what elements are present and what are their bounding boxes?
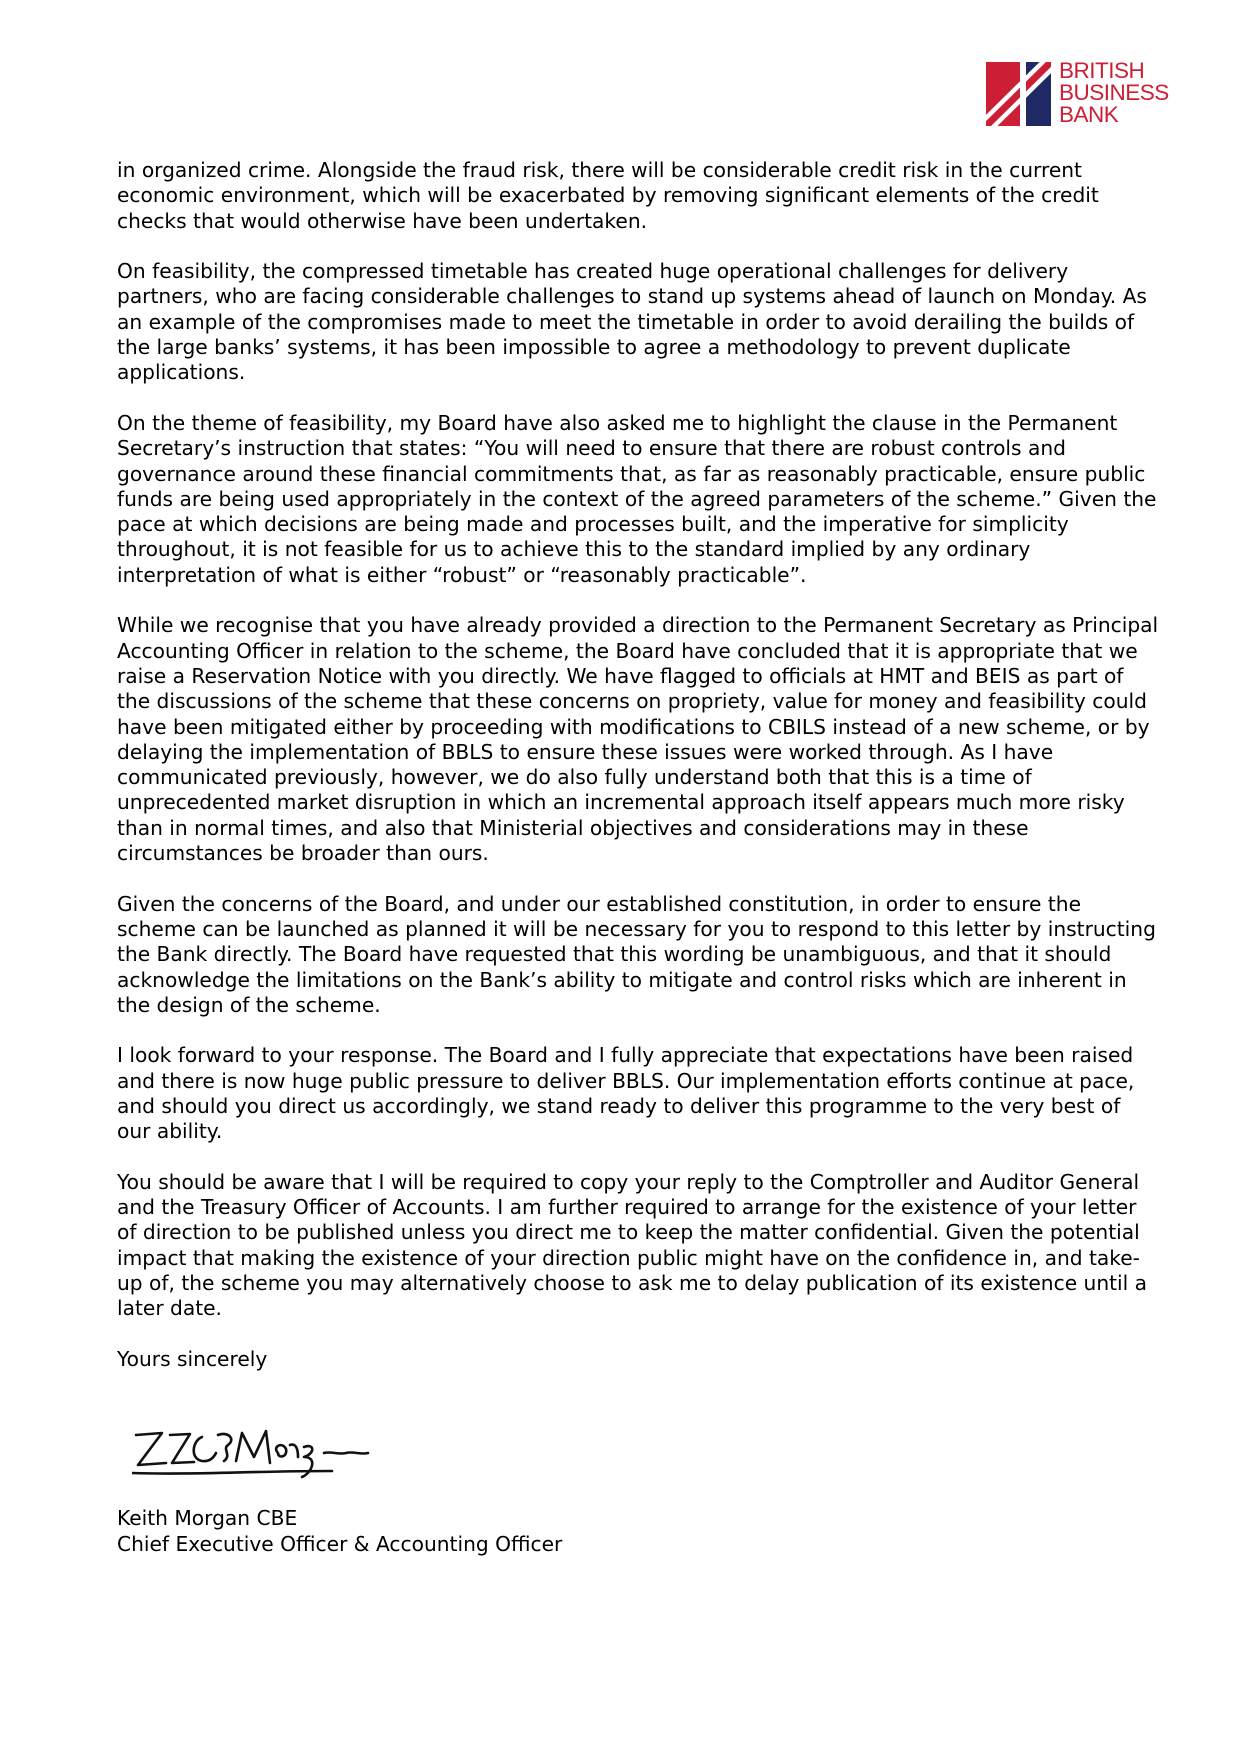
closing-salutation: Yours sincerely [117,1346,268,1371]
handwritten-signature [132,1413,402,1485]
paragraph-fraud-risk: in organized crime. Alongside the fraud risk, there will be considerable credit risk in the current economic environment, which will be exacerbated by removing significant elements of the credit checks that would otherwise have been undertaken. [117,158,1099,233]
signer-name: Keith Morgan CBE [117,1506,298,1530]
logo-line-3: BANK [1059,102,1119,127]
paragraph-publication: You should be aware that I will be required to copy your reply to the Comptroller and Auditor General and the Treasury Officer of Accounts. I am further required to arrange for the existence of your letter of direction to be published unless you direct me to keep the matter confidential. Given the potential impact that making the existence of your direction public might have on the confidence in, and take-up of, the scheme you may alternatively choose to ask me to delay publication of its existence until a later date. [117,1169,1148,1321]
logo-wordmark [1059,60,1169,126]
signer-block [117,1506,562,1557]
paragraph-reservation-notice: While we recognise that you have already provided a direction to the Permanent Secretary as Principal Accounting Officer in relation to the scheme, the Board have concluded that it is appropriate that we raise a Reservation Notice with you directly. We have flagged to officials at HMT and BEIS as part of the discussions of the scheme that these concerns on propriety, value for money and feasibility could have been mitigated either by proceeding with modifications to CBILS instead of a new scheme, or by delaying the implementation of BBLS to ensure these issues were worked through. As I have communicated previously, however, we do also fully understand both that this is a time of unprecedented market disruption in which an incremental approach itself appears much more risky than in normal times, and also that Ministerial objectives and considerations may in these circumstances be broader than ours. [117,613,1159,866]
signer-title: Chief Executive Officer & Accounting Officer [117,1531,563,1556]
paragraph-response: I look forward to your response. The Board and I fully appreciate that expectations have been raised and there is now huge public pressure to deliver BBLS. Our implementation efforts continue at pace, and should you direct us accordingly, we stand ready to deliver this programme to the very best of our ability. [117,1043,1135,1144]
logo-line-1: BRITISH [1059,58,1145,83]
paragraph-feasibility: On feasibility, the compressed timetable has created huge operational challenges for delivery partners, who are facing considerable challenges to stand up systems ahead of launch on Monday. As an example of the compromises made to meet the timetable in order to avoid derailing the builds of the large banks’ systems, it has been impossible to agree a methodology to prevent duplicate applications. [117,259,1147,385]
letter-body [117,158,1159,1398]
logo-line-2: BUSINESS [1059,80,1169,105]
british-business-bank-logo [986,58,1169,127]
paragraph-controls: On the theme of feasibility, my Board have also asked me to highlight the clause in the Permanent Secretary’s instruction that states: “You will need to ensure that there are robust controls and governance around these financial commitments that, as far as reasonably practicable, ensure public funds are being used appropriately in the context of the agreed parameters of the scheme.” Given the pace at which decisions are being made and processes built, and the imperative for simplicity throughout, it is not feasible for us to achieve this to the standard implied by any ordinary interpretation of what is either “robust” or “reasonably practicable”. [117,410,1157,587]
union-flag-icon [986,62,1051,126]
paragraph-direction-request: Given the concerns of the Board, and under our established constitution, in order to ensure the scheme can be launched as planned it will be necessary for you to respond to this letter by instructing the Bank directly. The Board have requested that this wording be unambiguous, and that it should acknowledge the limitations on the Bank’s ability to mitigate and control risks which are inherent in the design of the scheme. [117,891,1156,1017]
